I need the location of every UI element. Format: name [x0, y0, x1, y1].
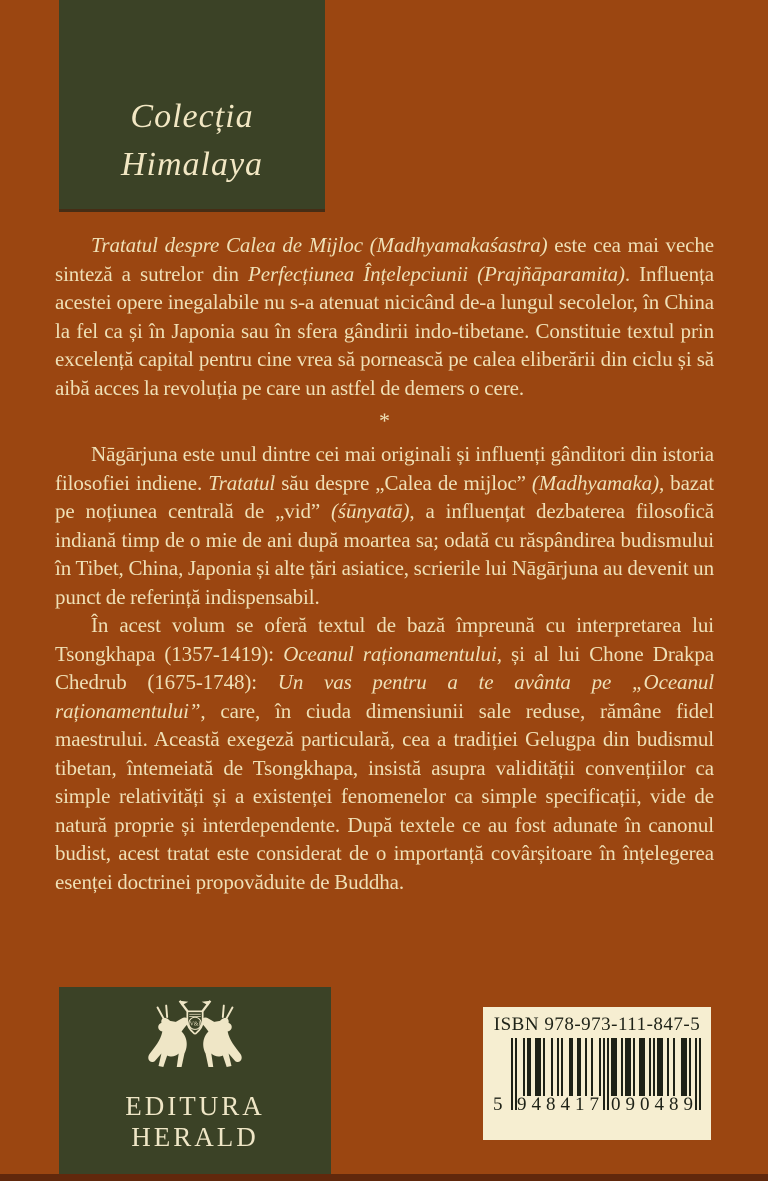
text-segment: , care, în ciuda dimensiunii sale reduse, rămâne fidel maestrului. Această exegeză particulară, cea a tradiției Gelugpa din budismul tibetan, întemeiată de Tsongkhapa, insistă asupra validității convențiilor ca simple relativități și a existenței fenomenelor ca simple specificații, vide de natură proprie și interdependente. După textele ce au fost adunate în canonul budist, acest tratat este considerat de o importanță covârșitoare în înțelegerea esenței doctrinei propovăduite de Buddha.: [55, 698, 714, 894]
shield-monogram-icon: [187, 1011, 202, 1034]
herald-stags-emblem-logo: [136, 995, 254, 1091]
isbn-barcode-panel: [483, 1007, 711, 1140]
stag-right-icon: [198, 1006, 242, 1067]
synopsis-paragraph-2: [55, 440, 714, 611]
synopsis-text-block: [55, 231, 714, 896]
text-segment: În acest volum se oferă textul de bază împreună cu interpretarea lui Tsongkhapa (1357-1419):: [55, 613, 714, 666]
collection-name-line1: Colecția: [130, 98, 254, 135]
text-segment: Tratatul despre Calea de Mijloc (Madhyamakaśastra): [91, 233, 548, 257]
text-segment: (śūnyatā): [331, 499, 410, 523]
text-segment: , și al lui Chone Drakpa Chedrub (1675-1748):: [55, 641, 715, 694]
text-segment: (Madhyamaka): [531, 470, 659, 495]
section-separator-asterisk: *: [379, 408, 390, 433]
text-segment: , bazat pe noțiunea centrală de „vid”: [55, 470, 714, 523]
barcode-digits-left-group: 948417: [517, 1094, 604, 1115]
isbn-number: ISBN 978-973-111-847-5: [493, 1014, 701, 1035]
collection-banner: [59, 0, 325, 212]
synopsis-paragraph-1: [55, 231, 714, 402]
collection-name-line2: Himalaya: [120, 146, 264, 183]
barcode-area: [493, 1038, 701, 1116]
stag-left-icon: [148, 1006, 192, 1067]
text-segment: Tratatul: [208, 470, 276, 495]
text-segment: Nāgārjuna este unul dintre cei mai originali și influenți gânditori din istoria filosofiei indiene.: [55, 442, 714, 495]
text-segment: Un vas pentru a te avânta pe „Oceanul raționamentului”: [55, 670, 714, 723]
text-segment: . Influența acestei opere inegalabile nu s-a atenuat nicicând de-a lungul secolelor, în China la fel ca și în Japonia sau în sfera gândirii indo-tibetane. Constituie textul prin excelență capital pentru cine vrea să pornească pe calea eliberării din ciclu și să aibă acces la revoluția pe care un astfel de demers o cere.: [55, 261, 714, 400]
text-segment: este cea mai veche sinteză a sutrelor din: [55, 233, 715, 286]
text-segment: său despre „Calea de mijloc”: [275, 470, 532, 495]
barcode-digits: [493, 1094, 701, 1116]
publisher-name-line2: HERALD: [131, 1122, 259, 1152]
publisher-name-line1: EDITURA: [125, 1091, 265, 1121]
synopsis-paragraph-3: [55, 611, 714, 896]
text-segment: Oceanul raționamentului: [283, 641, 497, 666]
barcode-digits-right-group: 090489: [611, 1094, 698, 1115]
monogram-text: V&I: [189, 1021, 201, 1028]
publisher-panel: [59, 987, 331, 1175]
text-segment: , a influențat dezbaterea filosofică indiană timp de o mie de ani după moartea sa; odată cu răspândirea budismului în Tibet, China, Japonia și alte țări asiatice, scrierile lui Nāgārjuna au devenit un punct de referință indispensabil.: [55, 499, 715, 609]
cover-bottom-shadow: [0, 1174, 768, 1181]
text-segment: Perfecțiunea Înțelepciunii (Prajñāparamita): [248, 261, 625, 286]
barcode-digit-first: 5: [493, 1094, 503, 1115]
